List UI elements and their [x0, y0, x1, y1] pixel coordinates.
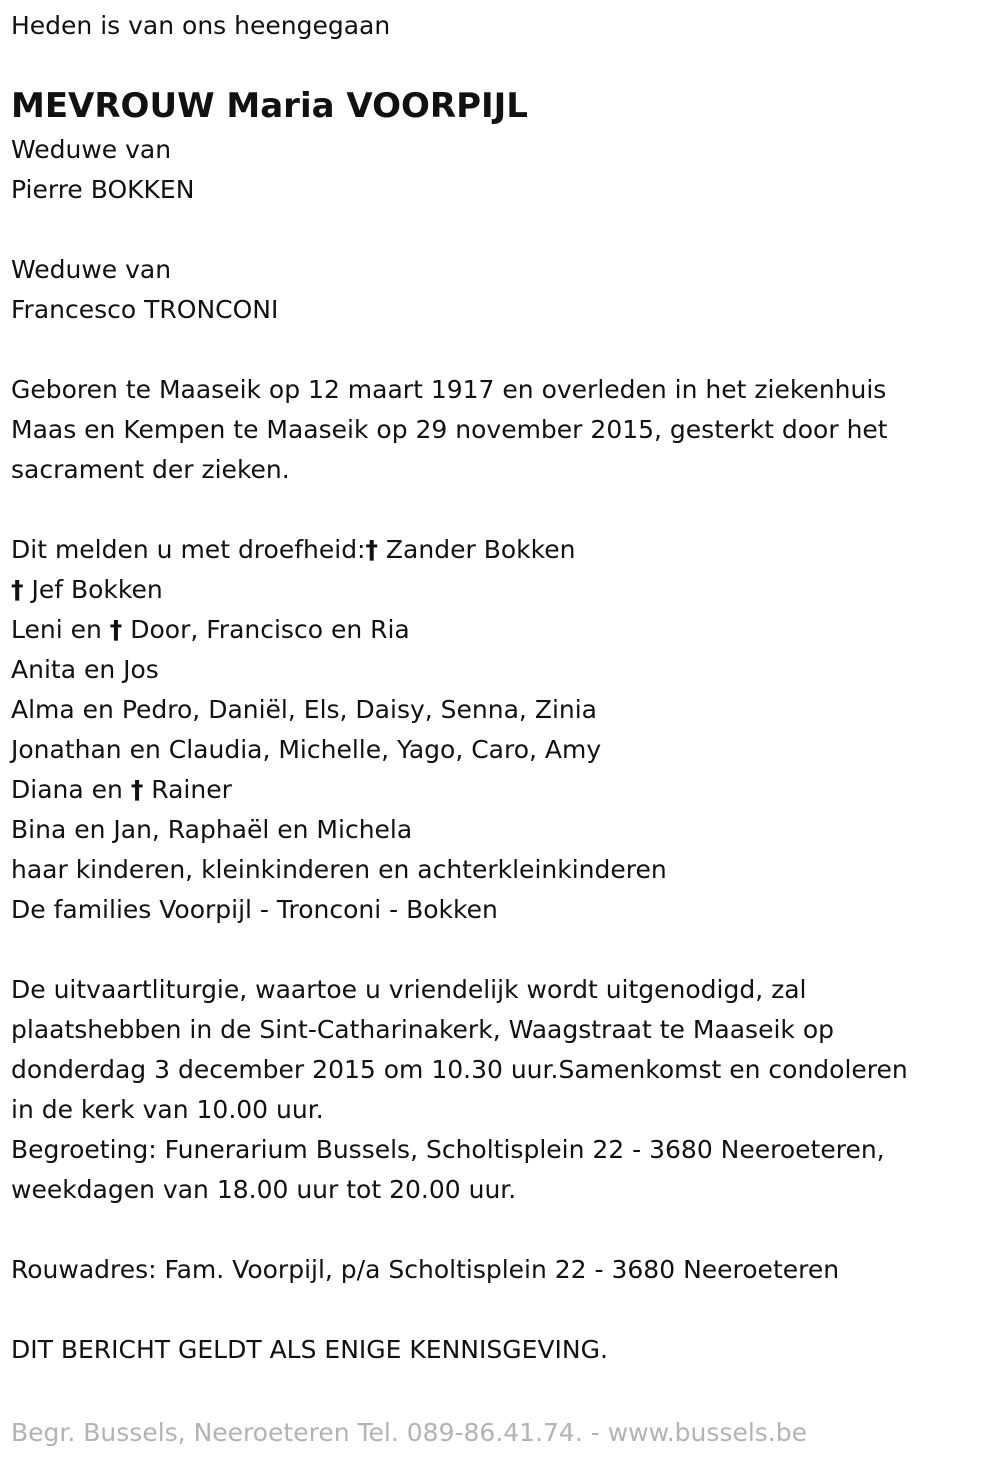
mourner-line: Bina en Jan, Raphaël en Michela	[11, 815, 413, 844]
cross-icon: †	[130, 775, 144, 804]
mourner-line	[11, 530, 986, 570]
funeral-line: De uitvaartliturgie, waartoe u vriendelijk wordt uitgenodigd, zal	[11, 975, 807, 1004]
birth-death-line: Geboren te Maaseik op 12 maart 1917 en overleden in het ziekenhuis	[11, 375, 887, 404]
mourner-line: haar kinderen, kleinkinderen en achterkleinkinderen	[11, 855, 667, 884]
funeral-line: plaatshebben in de Sint-Catharinakerk, Waagstraat te Maaseik op	[11, 1015, 834, 1044]
mourner-line	[11, 770, 986, 810]
mourner-text: Door, Francisco en Ria	[122, 615, 410, 644]
spouse-name: Pierre BOKKEN	[11, 175, 195, 204]
obituary-notice	[11, 6, 986, 1370]
intro-text: Heden is van ons heengegaan	[11, 11, 391, 40]
birth-death-line: Maas en Kempen te Maaseik op 29 november 2015, gesterkt door het	[11, 415, 888, 444]
mourner-text: Leni en	[11, 615, 110, 644]
cross-icon: †	[11, 575, 24, 604]
mourner-line: Jonathan en Claudia, Michelle, Yago, Caro, Amy	[11, 735, 602, 764]
funeral-home-footer: Begr. Bussels, Neeroeteren Tel. 089-86.41.74. - www.bussels.be	[11, 1418, 807, 1447]
funeral-line: donderdag 3 december 2015 om 10.30 uur.Samenkomst en condoleren	[11, 1055, 908, 1084]
mourning-address: Rouwadres: Fam. Voorpijl, p/a Scholtisplein 22 - 3680 Neeroeteren	[11, 1255, 840, 1284]
deceased-name: MEVROUW Maria VOORPIJL	[11, 86, 528, 126]
spouse-label: Weduwe van	[11, 255, 172, 284]
spouse-name: Francesco TRONCONI	[11, 295, 279, 324]
mourner-line	[11, 570, 986, 610]
funeral-line: Begroeting: Funerarium Bussels, Scholtisplein 22 - 3680 Neeroeteren,	[11, 1135, 885, 1164]
funeral-line: in de kerk van 10.00 uur.	[11, 1095, 324, 1124]
mourner-text: Diana en	[11, 775, 131, 804]
mourner-line	[11, 610, 986, 650]
mourner-text: Rainer	[143, 775, 232, 804]
mourner-text: Jef Bokken	[23, 575, 163, 604]
spouse-label: Weduwe van	[11, 135, 172, 164]
cross-icon: †	[365, 535, 378, 564]
mourner-line: Alma en Pedro, Daniël, Els, Daisy, Senna, Zinia	[11, 695, 597, 724]
mourner-line: Anita en Jos	[11, 655, 159, 684]
cross-icon: †	[109, 615, 123, 644]
mourner-text: Zander Bokken	[377, 535, 576, 564]
notice-text: DIT BERICHT GELDT ALS ENIGE KENNISGEVING.	[11, 1335, 608, 1364]
mourner-text: Dit melden u met droefheid:	[11, 535, 366, 564]
mourner-line: De families Voorpijl - Tronconi - Bokken	[11, 895, 498, 924]
funeral-line: weekdagen van 18.00 uur tot 20.00 uur.	[11, 1175, 517, 1204]
birth-death-line: sacrament der zieken.	[11, 455, 290, 484]
